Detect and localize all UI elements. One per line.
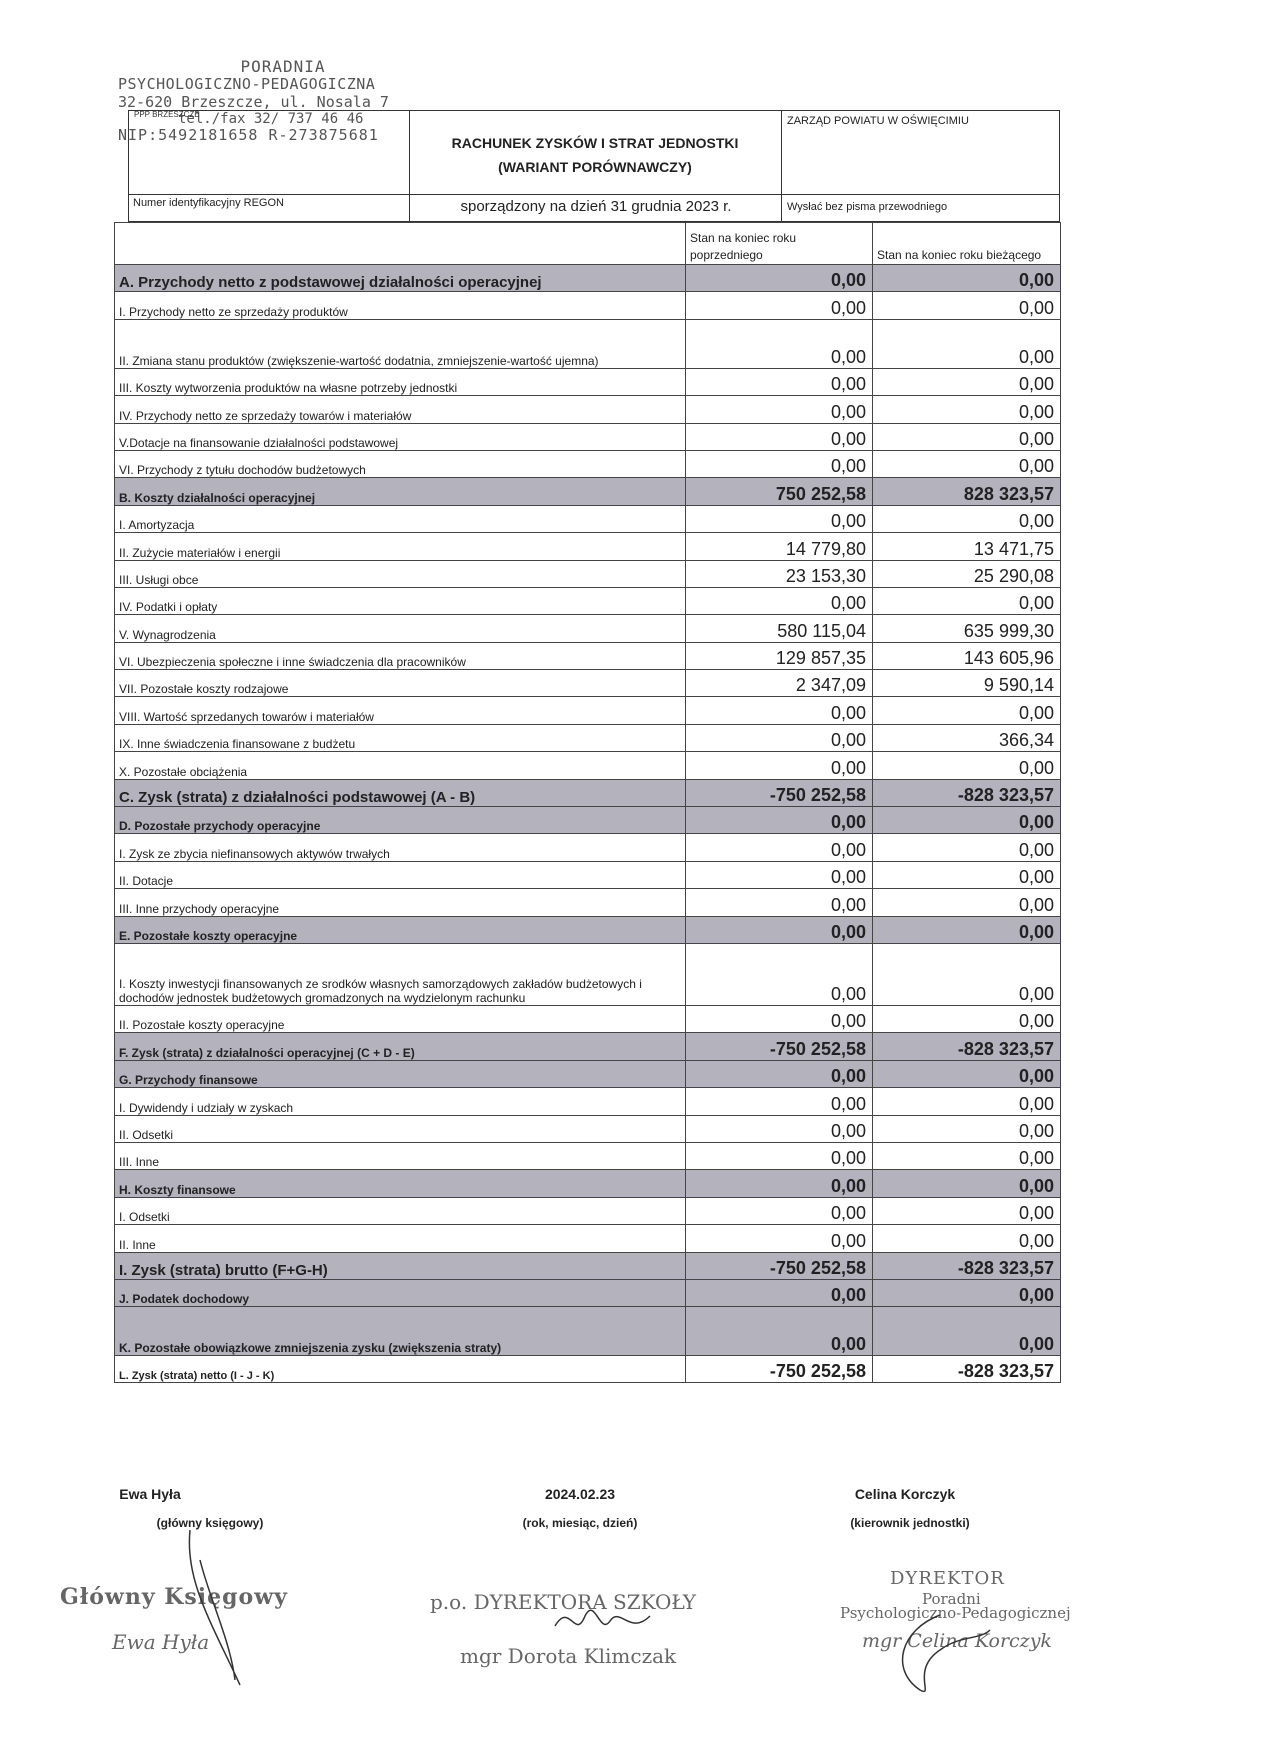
table-row — [115, 752, 1061, 779]
table-row — [115, 478, 1061, 505]
row-label: H. Koszty finansowe — [115, 1170, 686, 1197]
value-previous-year: 0,00 — [686, 889, 873, 916]
value-previous-year: 0,00 — [686, 697, 873, 724]
table-row — [115, 292, 1061, 319]
row-label: X. Pozostałe obciążenia — [115, 752, 686, 779]
header-blank — [115, 223, 686, 265]
value-previous-year: 0,00 — [686, 1060, 873, 1087]
table-row — [115, 615, 1061, 642]
stamp-ppp: PPP BRZESZCZE — [134, 110, 200, 119]
title-line1: RACHUNEK ZYSKÓW I STRAT JEDNOSTKI — [451, 135, 739, 151]
row-label: II. Pozostałe koszty operacyjne — [115, 1005, 686, 1032]
row-label: VI. Przychody z tytułu dochodów budżetowych — [115, 450, 686, 477]
value-previous-year: 0,00 — [686, 319, 873, 368]
value-current-year: 0,00 — [873, 1225, 1061, 1252]
row-label: A. Przychody netto z podstawowej działalności operacyjnej — [115, 265, 686, 292]
row-label: V. Wynagrodzenia — [115, 615, 686, 642]
value-previous-year: 23 153,30 — [686, 560, 873, 587]
deputy-director-signature-stroke — [550, 1596, 660, 1646]
value-current-year: 0,00 — [873, 697, 1061, 724]
value-previous-year: -750 252,58 — [686, 779, 873, 806]
table-row — [115, 505, 1061, 532]
accountant-signature-stroke — [180, 1520, 260, 1690]
table-row — [115, 943, 1061, 1005]
table-row — [115, 834, 1061, 861]
value-current-year: -828 323,57 — [873, 1252, 1061, 1279]
value-previous-year: 750 252,58 — [686, 478, 873, 505]
report-sign-date: 2024.02.23 — [544, 1486, 616, 1502]
value-previous-year: 0,00 — [686, 368, 873, 395]
value-previous-year: 0,00 — [686, 1115, 873, 1142]
value-current-year: 0,00 — [873, 1279, 1061, 1306]
col-header-curr: Stan na koniec roku bieżącego — [873, 223, 1061, 265]
table-row — [115, 560, 1061, 587]
column-header-row — [115, 223, 1061, 265]
value-previous-year: 0,00 — [686, 292, 873, 319]
table-row — [115, 1115, 1061, 1142]
value-current-year: 0,00 — [873, 368, 1061, 395]
value-current-year: 0,00 — [873, 1142, 1061, 1169]
row-label: III. Usługi obce — [115, 560, 686, 587]
row-label: III. Inne przychody operacyjne — [115, 889, 686, 916]
accountant-stamp-line2: Ewa Hyła — [112, 1630, 210, 1654]
value-current-year: 0,00 — [873, 319, 1061, 368]
chief-accountant-name: Ewa Hyła — [119, 1486, 181, 1502]
value-previous-year: -750 252,58 — [686, 1033, 873, 1060]
row-label: K. Pozostałe obowiązkowe zmniejszenia zysku (zwiększenia straty) — [115, 1307, 686, 1356]
recipient: ZARZĄD POWIATU W OŚWIĘCIMIU — [787, 115, 969, 127]
regon-label: Numer identyfikacyjny REGON — [133, 197, 284, 209]
table-row — [115, 1356, 1061, 1383]
value-current-year: 0,00 — [873, 505, 1061, 532]
value-previous-year: 0,00 — [686, 1142, 873, 1169]
row-label: II. Zużycie materiałów i energii — [115, 533, 686, 560]
table-row — [115, 319, 1061, 368]
value-current-year: 0,00 — [873, 1197, 1061, 1224]
director-stamp-line3: Psychologiczno-Pedagogicznej — [840, 1604, 1071, 1622]
row-label: G. Przychody finansowe — [115, 1060, 686, 1087]
row-label: E. Pozostałe koszty operacyjne — [115, 916, 686, 943]
table-row — [115, 1005, 1061, 1032]
table-row — [115, 642, 1061, 669]
director-stamp-line4: mgr Celina Korczyk — [862, 1630, 1052, 1652]
table-row — [115, 265, 1061, 292]
table-row — [115, 1307, 1061, 1356]
stamp-line5: NIP:5492181658 R-273875681 — [118, 125, 379, 144]
value-previous-year: 0,00 — [686, 943, 873, 1005]
value-current-year: 0,00 — [873, 396, 1061, 423]
value-previous-year: 0,00 — [686, 724, 873, 751]
value-previous-year: 0,00 — [686, 752, 873, 779]
row-label: I. Zysk (strata) brutto (F+G-H) — [115, 1252, 686, 1279]
value-previous-year: 0,00 — [686, 423, 873, 450]
accountant-stamp-line1: Główny Księgowy — [60, 1584, 288, 1610]
value-current-year: 0,00 — [873, 834, 1061, 861]
date-caption: (rok, miesiąc, dzień) — [522, 1516, 638, 1530]
table-row — [115, 1060, 1061, 1087]
value-previous-year: 0,00 — [686, 834, 873, 861]
table-row — [115, 368, 1061, 395]
value-current-year: 828 323,57 — [873, 478, 1061, 505]
value-previous-year: 0,00 — [686, 916, 873, 943]
table-row — [115, 587, 1061, 614]
row-label: J. Podatek dochodowy — [115, 1279, 686, 1306]
value-previous-year: 0,00 — [686, 807, 873, 834]
table-row — [115, 779, 1061, 806]
director-name: Celina Korczyk — [854, 1486, 956, 1502]
row-label: II. Odsetki — [115, 1115, 686, 1142]
row-label: I. Koszty inwestycji finansowanych ze srodków własnych samorządowych zakładów budżetowych i dochodów jednostek budżetowych gromadzonych na wydzielonym rachunku — [115, 943, 686, 1005]
row-label: III. Koszty wytworzenia produktów na własne potrzeby jednostki — [115, 368, 686, 395]
value-previous-year: 0,00 — [686, 1170, 873, 1197]
row-label: B. Koszty działalności operacyjnej — [115, 478, 686, 505]
row-label: VII. Pozostałe koszty rodzajowe — [115, 670, 686, 697]
table-row — [115, 1252, 1061, 1279]
row-label: I. Zysk ze zbycia niefinansowych aktywów trwałych — [115, 834, 686, 861]
value-previous-year: 0,00 — [686, 1279, 873, 1306]
col-header-prev: Stan na koniec roku poprzedniego — [686, 223, 873, 265]
value-current-year: 0,00 — [873, 807, 1061, 834]
value-current-year: 13 471,75 — [873, 533, 1061, 560]
table-row — [115, 861, 1061, 888]
table-row — [115, 670, 1061, 697]
value-current-year: 366,34 — [873, 724, 1061, 751]
value-current-year: 0,00 — [873, 450, 1061, 477]
table-row — [115, 807, 1061, 834]
value-current-year: 0,00 — [873, 1088, 1061, 1115]
value-current-year: -828 323,57 — [873, 1356, 1061, 1383]
send-note: Wysłać bez pisma przewodniego — [787, 201, 948, 213]
value-current-year: -828 323,57 — [873, 779, 1061, 806]
value-current-year: 0,00 — [873, 1170, 1061, 1197]
director-role: (kierownik jednostki) — [850, 1516, 970, 1530]
value-previous-year: 0,00 — [686, 587, 873, 614]
value-previous-year: 0,00 — [686, 450, 873, 477]
value-previous-year: 0,00 — [686, 265, 873, 292]
stamp-line1: PORADNIA — [240, 57, 326, 76]
director-stamp-line1: DYREKTOR — [890, 1568, 1005, 1589]
table-row — [115, 423, 1061, 450]
value-current-year: 143 605,96 — [873, 642, 1061, 669]
row-label: I. Amortyzacja — [115, 505, 686, 532]
table-row — [115, 1142, 1061, 1169]
value-current-year: 25 290,08 — [873, 560, 1061, 587]
director-signature-stroke — [880, 1610, 1000, 1700]
value-previous-year: -750 252,58 — [686, 1356, 873, 1383]
value-current-year: 0,00 — [873, 1060, 1061, 1087]
row-label: IV. Podatki i opłaty — [115, 587, 686, 614]
stamp-line2: PSYCHOLOGICZNO-PEDAGOGICZNA — [118, 75, 376, 94]
value-current-year: 0,00 — [873, 916, 1061, 943]
row-label: III. Inne — [115, 1142, 686, 1169]
document-header — [128, 110, 1060, 222]
table-row — [115, 1033, 1061, 1060]
value-previous-year: 0,00 — [686, 1225, 873, 1252]
value-previous-year: 0,00 — [686, 505, 873, 532]
value-current-year: 0,00 — [873, 889, 1061, 916]
deputy-director-stamp-line2: mgr Dorota Klimczak — [460, 1644, 677, 1668]
value-current-year: 0,00 — [873, 1115, 1061, 1142]
row-label: I. Dywidendy i udziały w zyskach — [115, 1088, 686, 1115]
row-label: L. Zysk (strata) netto (I - J - K) — [115, 1356, 686, 1383]
row-label: II. Inne — [115, 1225, 686, 1252]
value-previous-year: 2 347,09 — [686, 670, 873, 697]
row-label: VI. Ubezpieczenia społeczne i inne świadczenia dla pracowników — [115, 642, 686, 669]
value-current-year: 0,00 — [873, 1005, 1061, 1032]
table-row — [115, 889, 1061, 916]
chief-accountant-role: (główny księgowy) — [156, 1516, 264, 1530]
value-current-year: -828 323,57 — [873, 1033, 1061, 1060]
row-label: II. Zmiana stanu produktów (zwiększenie-wartość dodatnia, zmniejszenie-wartość ujemna) — [115, 319, 686, 368]
row-label: F. Zysk (strata) z działalności operacyjnej (C + D - E) — [115, 1033, 686, 1060]
row-label: VIII. Wartość sprzedanych towarów i materiałów — [115, 697, 686, 724]
table-row — [115, 1170, 1061, 1197]
row-label: V.Dotacje na finansowanie działalności podstawowej — [115, 423, 686, 450]
value-previous-year: 0,00 — [686, 396, 873, 423]
value-current-year: 0,00 — [873, 265, 1061, 292]
row-label: II. Dotacje — [115, 861, 686, 888]
table-row — [115, 1088, 1061, 1115]
document-title — [409, 131, 781, 179]
stamp-line3: 32-620 Brzeszcze, ul. Nosala 7 — [118, 92, 389, 111]
value-previous-year: 0,00 — [686, 1088, 873, 1115]
table-row — [115, 450, 1061, 477]
value-current-year: 635 999,30 — [873, 615, 1061, 642]
table-row — [115, 1279, 1061, 1306]
value-previous-year: 580 115,04 — [686, 615, 873, 642]
value-previous-year: 0,00 — [686, 861, 873, 888]
value-previous-year: 0,00 — [686, 1197, 873, 1224]
row-label: C. Zysk (strata) z działalności podstawowej (A - B) — [115, 779, 686, 806]
row-label: I. Przychody netto ze sprzedaży produktów — [115, 292, 686, 319]
row-label: IX. Inne świadczenia finansowane z budżetu — [115, 724, 686, 751]
table-row — [115, 724, 1061, 751]
table-row — [115, 396, 1061, 423]
row-label: I. Odsetki — [115, 1197, 686, 1224]
value-previous-year: 129 857,35 — [686, 642, 873, 669]
value-current-year: 9 590,14 — [873, 670, 1061, 697]
row-label: IV. Przychody netto ze sprzedaży towarów i materiałów — [115, 396, 686, 423]
table-row — [115, 1197, 1061, 1224]
value-current-year: 0,00 — [873, 943, 1061, 1005]
report-date: sporządzony na dzień 31 grudnia 2023 r. — [460, 198, 732, 215]
table-row — [115, 916, 1061, 943]
value-previous-year: 0,00 — [686, 1307, 873, 1356]
value-current-year: 0,00 — [873, 423, 1061, 450]
title-line2: (WARIANT PORÓWNAWCZY) — [498, 159, 692, 175]
table-row — [115, 533, 1061, 560]
income-statement-table — [114, 222, 1061, 1383]
table-row — [115, 697, 1061, 724]
value-current-year: 0,00 — [873, 752, 1061, 779]
director-stamp-line2: Poradni — [922, 1590, 981, 1608]
value-current-year: 0,00 — [873, 587, 1061, 614]
value-current-year: 0,00 — [873, 1307, 1061, 1356]
value-current-year: 0,00 — [873, 861, 1061, 888]
table-row — [115, 1225, 1061, 1252]
value-previous-year: 0,00 — [686, 1005, 873, 1032]
row-label: D. Pozostałe przychody operacyjne — [115, 807, 686, 834]
stamp-line4: tel./fax 32/ 737 46 46 — [178, 110, 364, 127]
value-current-year: 0,00 — [873, 292, 1061, 319]
value-previous-year: -750 252,58 — [686, 1252, 873, 1279]
value-previous-year: 14 779,80 — [686, 533, 873, 560]
deputy-director-stamp-line1: p.o. DYREKTORA SZKOŁY — [430, 1590, 696, 1614]
